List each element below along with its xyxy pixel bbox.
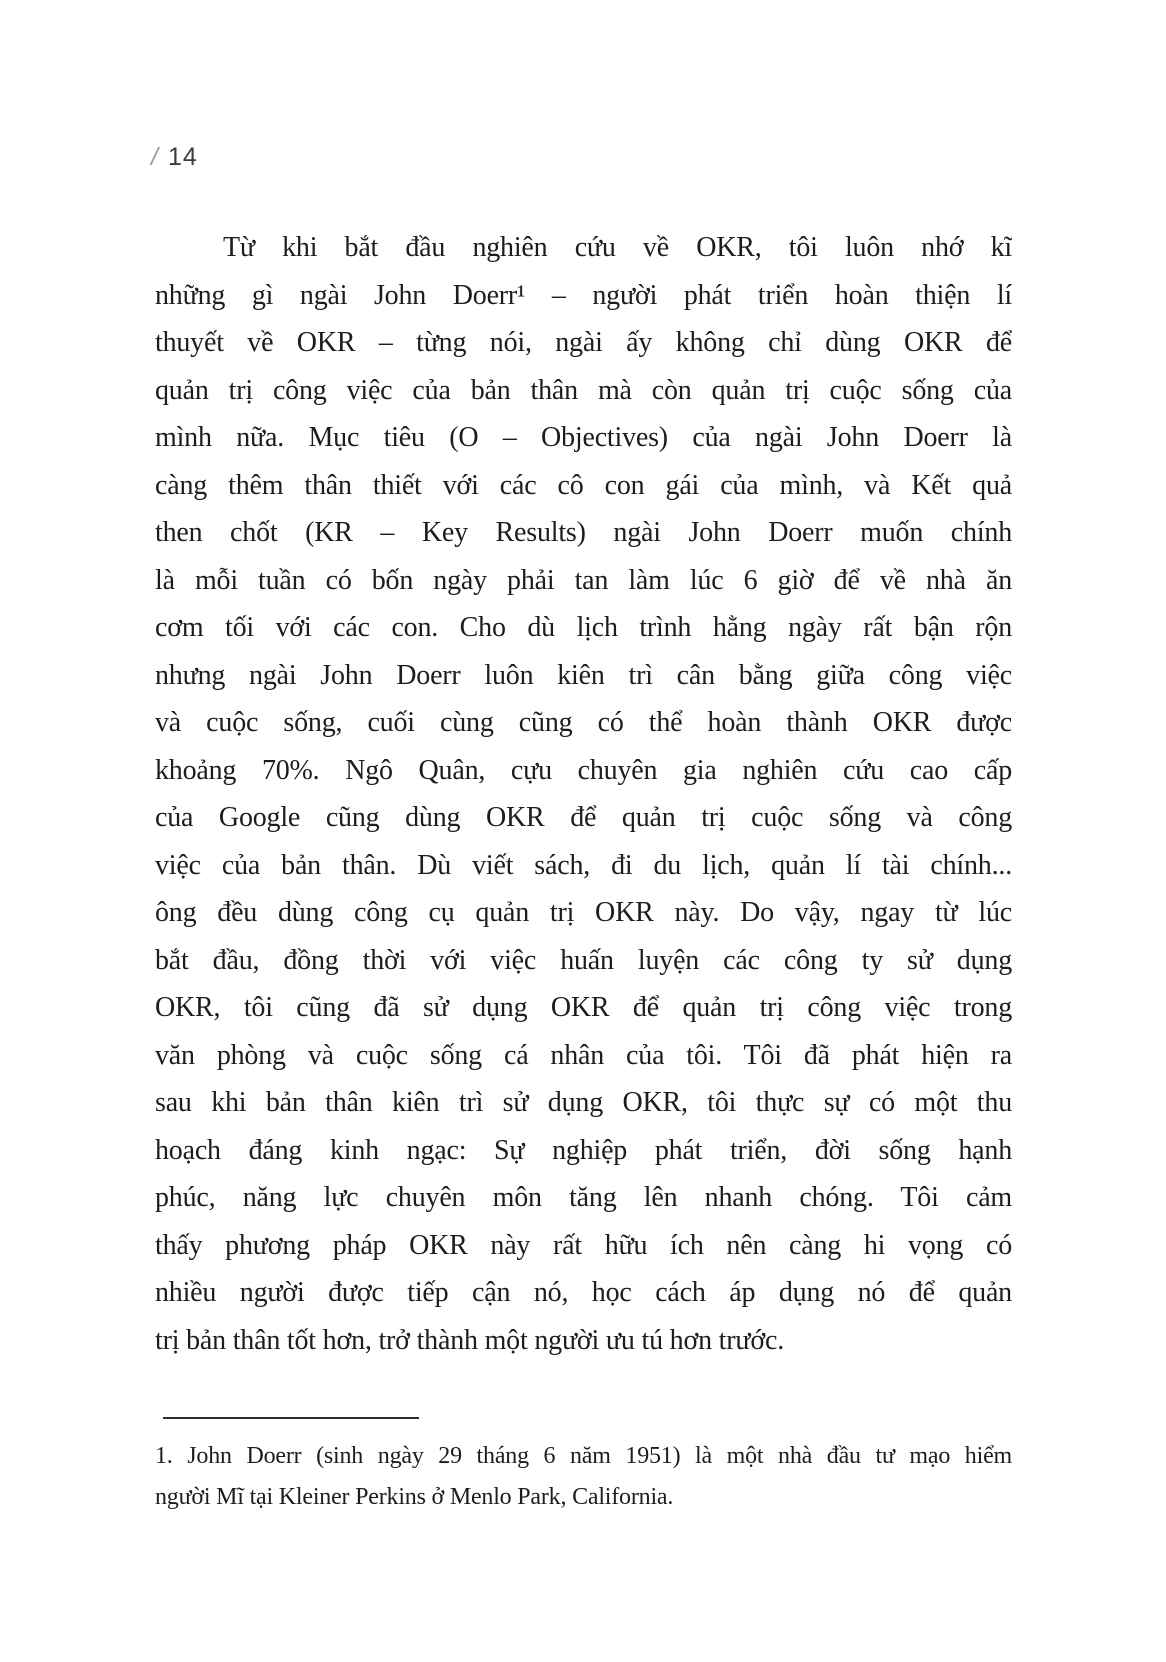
footnote bbox=[155, 1436, 1012, 1518]
paragraph-line: mình nữa. Mục tiêu (O – Objectives) của ngài John Doerr là bbox=[155, 422, 1012, 453]
paragraph-line: OKR, tôi cũng đã sử dụng OKR để quản trị công việc trong bbox=[155, 992, 1012, 1023]
paragraph-line: quản trị công việc của bản thân mà còn quản trị cuộc sống của bbox=[155, 374, 1012, 406]
page-number-value: 14 bbox=[167, 143, 198, 171]
page-number bbox=[151, 143, 198, 172]
paragraph-line: bắt đầu, đồng thời với việc huấn luyện các công ty sử dụng bbox=[155, 944, 1012, 976]
paragraph-line: nhiều người được tiếp cận nó, học cách áp dụng nó để quản bbox=[155, 1277, 1012, 1308]
paragraph-line: thuyết về OKR – từng nói, ngài ấy không chỉ dùng OKR để bbox=[155, 327, 1012, 358]
paragraph-line: càng thêm thân thiết với các cô con gái của mình, và Kết quả bbox=[155, 469, 1012, 501]
footnote-line: người Mĩ tại Kleiner Perkins ở Menlo Park, California. bbox=[155, 1484, 674, 1510]
paragraph-line: của Google cũng dùng OKR để quản trị cuộc sống và công bbox=[155, 802, 1012, 833]
paragraph-line: sau khi bản thân kiên trì sử dụng OKR, tôi thực sự có một thu bbox=[155, 1087, 1012, 1118]
paragraph-line: phúc, năng lực chuyên môn tăng lên nhanh chóng. Tôi cảm bbox=[155, 1182, 1012, 1213]
paragraph-line: Từ khi bắt đầu nghiên cứu về OKR, tôi luôn nhớ kĩ bbox=[223, 232, 1012, 263]
paragraph-line: cơm tối với các con. Cho dù lịch trình hằng ngày rất bận rộn bbox=[155, 612, 1012, 643]
paragraph-line: khoảng 70%. Ngô Quân, cựu chuyên gia nghiên cứu cao cấp bbox=[155, 754, 1012, 786]
paragraph-line: nhưng ngài John Doerr luôn kiên trì cân bằng giữa công việc bbox=[155, 659, 1012, 691]
paragraph-line: hoạch đáng kinh ngạc: Sự nghiệp phát triển, đời sống hạnh bbox=[155, 1134, 1012, 1166]
page-number-slash: / bbox=[151, 143, 159, 171]
paragraph-line: ông đều dùng công cụ quản trị OKR này. Do vậy, ngay từ lúc bbox=[155, 897, 1012, 928]
footnote-line: 1. John Doerr (sinh ngày 29 tháng 6 năm 1951) là một nhà đầu tư mạo hiểm bbox=[155, 1443, 1012, 1469]
paragraph-line: và cuộc sống, cuối cùng cũng có thể hoàn thành OKR được bbox=[155, 707, 1012, 738]
paragraph-line: là mỗi tuần có bốn ngày phải tan làm lúc 6 giờ để về nhà ăn bbox=[155, 564, 1012, 596]
paragraph-line: văn phòng và cuộc sống cá nhân của tôi. Tôi đã phát hiện ra bbox=[155, 1039, 1012, 1071]
paragraph-line: trị bản thân tốt hơn, trở thành một người ưu tú hơn trước. bbox=[155, 1324, 784, 1356]
body-paragraph bbox=[155, 224, 1012, 1364]
paragraph-line: những gì ngài John Doerr¹ – người phát triển hoàn thiện lí bbox=[155, 279, 1012, 311]
paragraph-line: then chốt (KR – Key Results) ngài John Doerr muốn chính bbox=[155, 517, 1012, 548]
paragraph-line: việc của bản thân. Dù viết sách, đi du lịch, quản lí tài chính... bbox=[155, 849, 1012, 881]
paragraph-line: thấy phương pháp OKR này rất hữu ích nên càng hi vọng có bbox=[155, 1229, 1012, 1261]
footnote-separator bbox=[163, 1417, 419, 1419]
